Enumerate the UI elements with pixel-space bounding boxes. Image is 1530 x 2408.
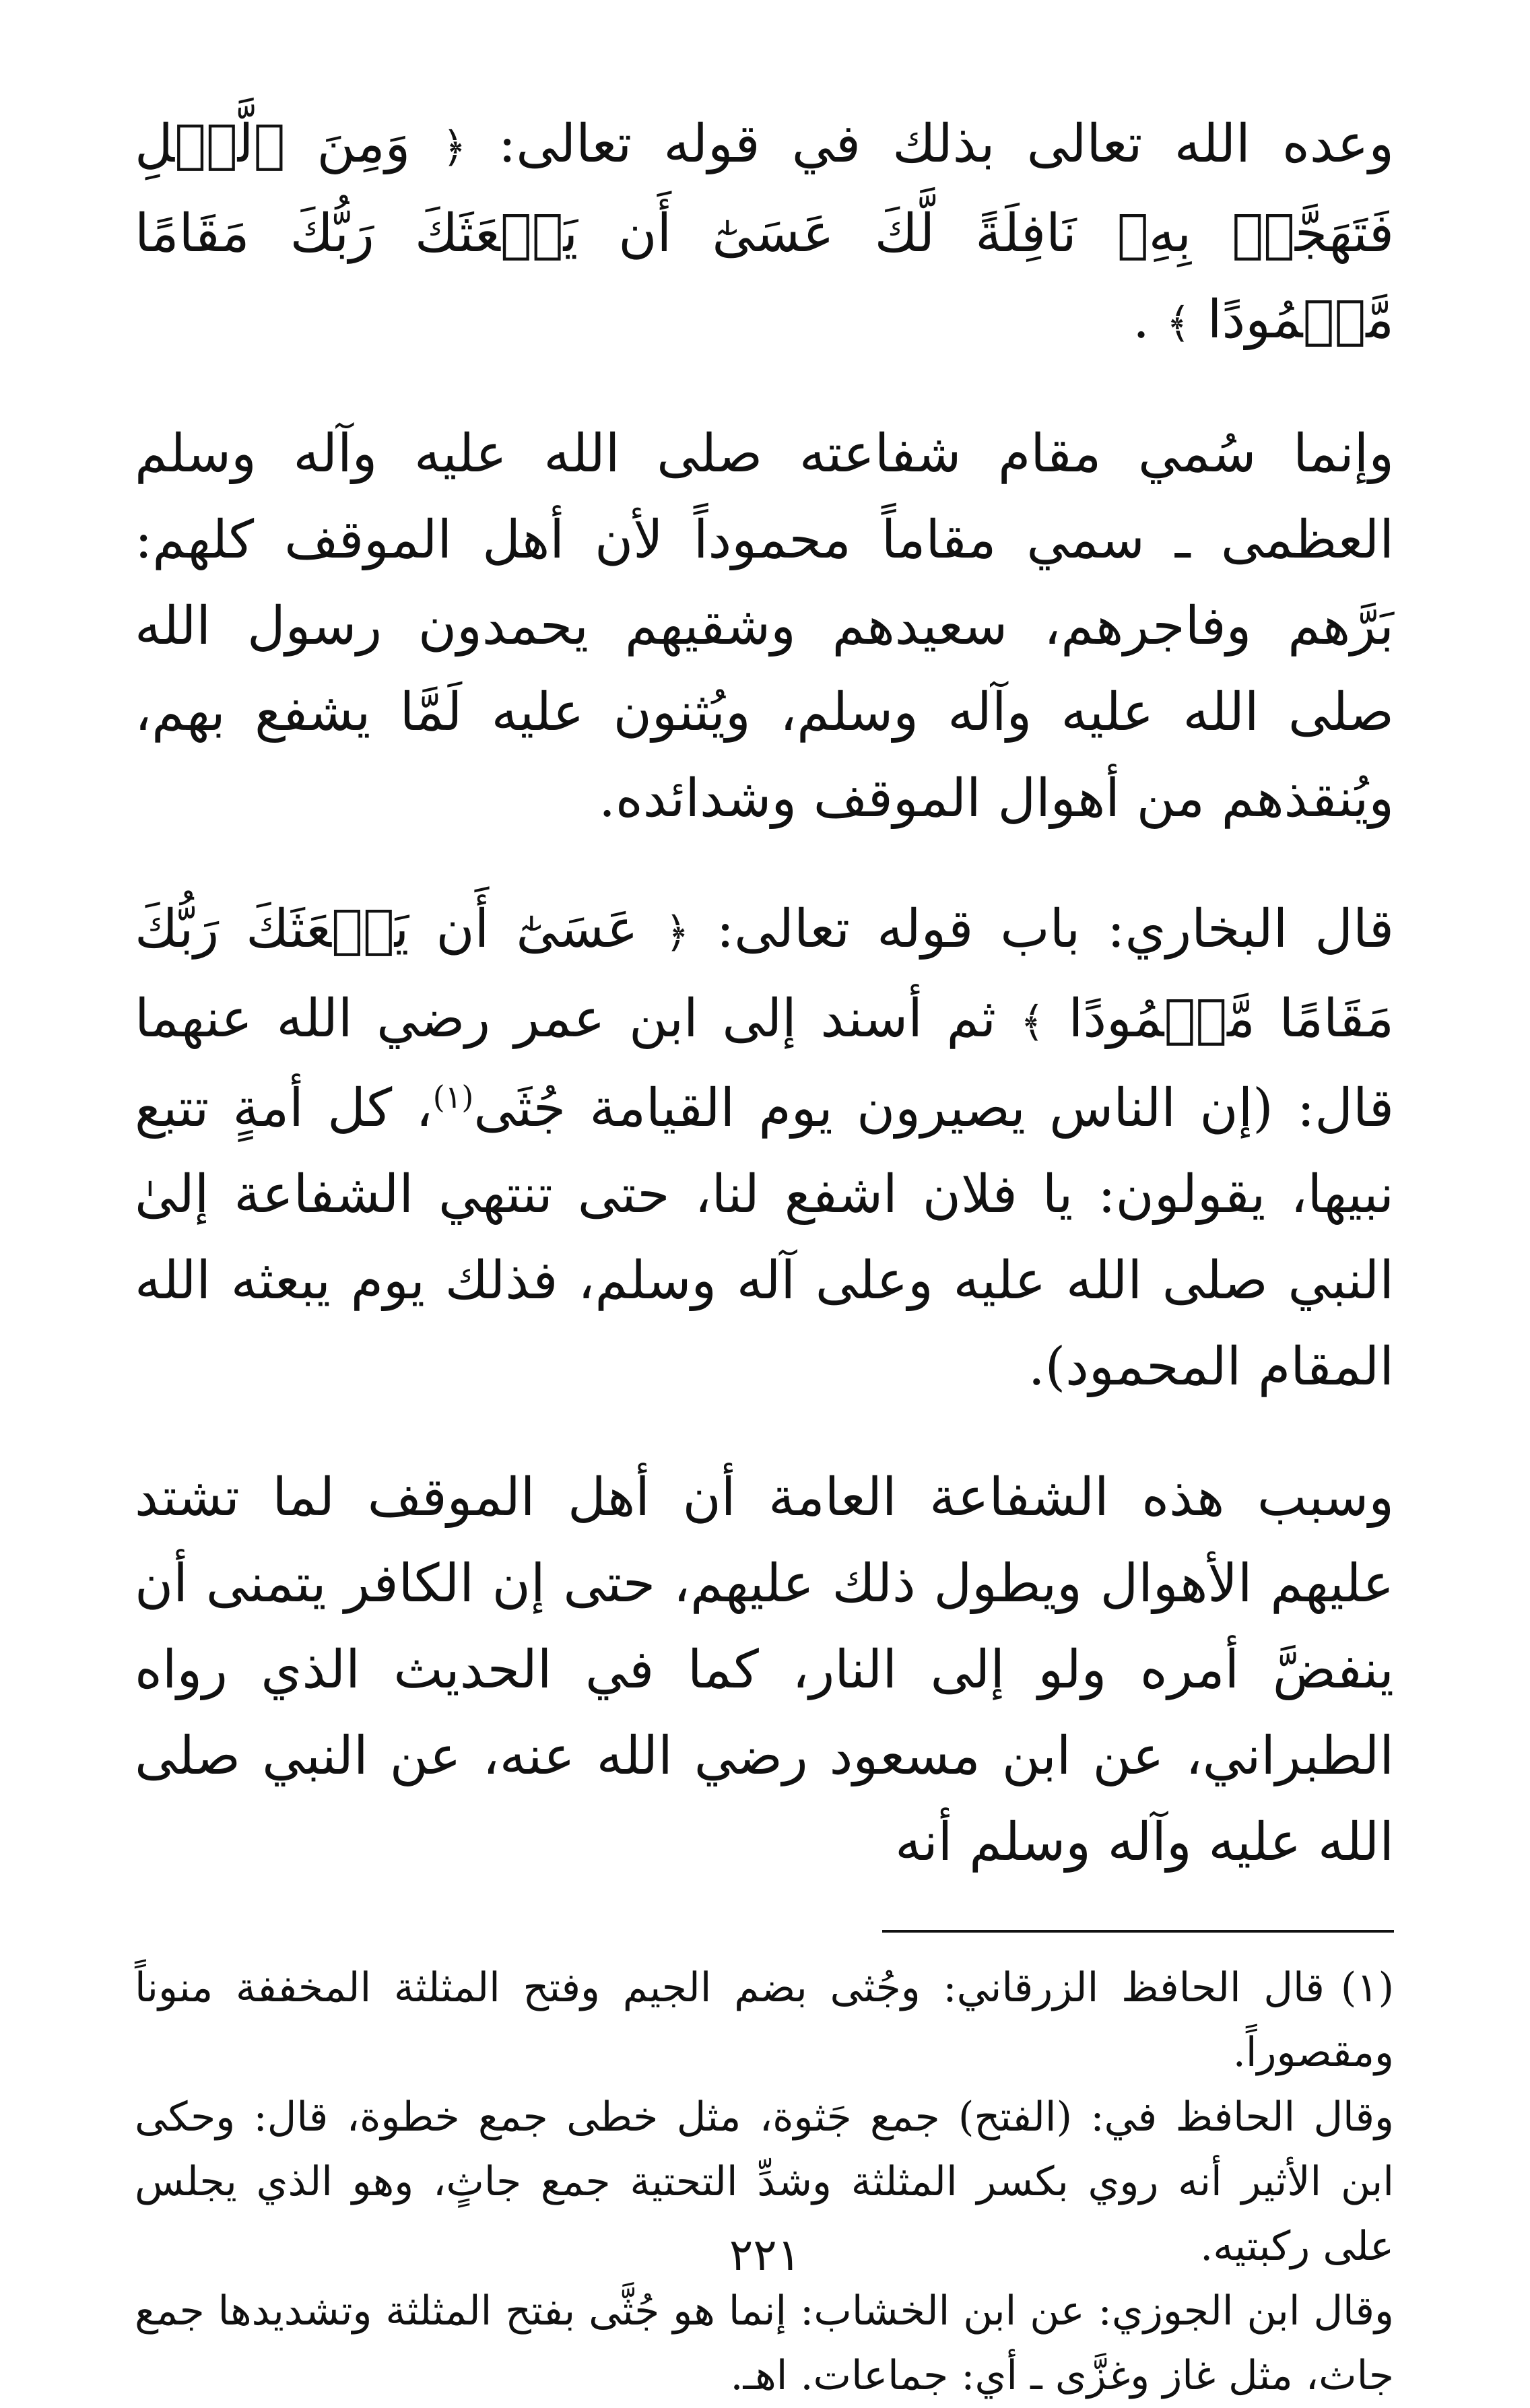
footnote-1-line-2: وقال الحافظ في: (الفتح) جمع جَثوة، مثل خطى جمع خطوة، قال: وحكى ابن الأثير أنه روي بكسر المثلثة وشدِّ التحتية جمع جاثٍ، وهو الذي يجلس على ركبتيه.	[135, 2094, 1394, 2270]
paragraph-3	[135, 886, 1394, 1410]
footnote-1-line-1	[135, 1955, 1394, 2085]
quran-open-brace: ﴿	[442, 123, 467, 172]
footnote-separator	[882, 1930, 1394, 1933]
quran-open-brace: ﴿	[665, 908, 690, 957]
paragraph-3-text: قال البخاري: باب قوله تعالى:	[689, 899, 1395, 960]
paragraph-1-end: .	[1133, 290, 1150, 350]
paragraph-2: وإنما سُمي مقام شفاعته صلى الله عليه وآله وسلم العظمى ـ سمي مقاماً محموداً لأن أهل الموقف كلهم: بَرَّهم وفاجرهم، سعيدهم وشقيهم يحمدون رسول الله صلى الله عليه وآله وسلم، ويُثنون عليه لَمَّا يشفع بهم، ويُنقذهم من أهوال الموقف وشدائده.	[135, 424, 1394, 829]
paragraph-4: وسبب هذه الشفاعة العامة أن أهل الموقف لما تشتد عليهم الأهوال ويطول ذلك عليهم، حتى إن الكافر يتمنى أن ينفضَّ أمره ولو إلى النار، كما في الحديث الذي رواه الطبراني، عن ابن مسعود رضي الله عنه، عن النبي صلى الله عليه وآله وسلم أنه	[135, 1467, 1395, 1873]
page-body	[135, 101, 1395, 2399]
quran-verse-1: وَمِنَ ٱلَّيۡلِ فَتَهَجَّدۡ بِهِۦ نَافِلَةً لَّكَ عَسَىٰٓ أَن يَبۡعَثَكَ رَبُّكَ مَقَامًا مَّحۡمُودًا	[135, 114, 1394, 350]
paragraph-3-rest: ، كل أمةٍ تتبع نبيها، يقولون: يا فلان اشفع لنا، حتى تنتهي الشفاعة إلىٰ النبي صلى الله عليه وعلى آله وسلم، فذلك يوم يبعثه الله المقام المحمود).	[135, 1078, 1394, 1397]
quran-close-brace: ﴾	[1020, 997, 1045, 1046]
footnote-1-line-3: وقال ابن الجوزي: عن ابن الخشاب: إنما هو جُثَّى بفتح المثلثة وتشديدها جمع جاث، مثل غاز وغزَّى ـ أي: جماعات. اهـ.	[135, 2287, 1394, 2399]
quran-verse-2: عَسَىٰٓ أَن يَبۡعَثَكَ رَبُّكَ مَقَامًا مَّحۡمُودًا	[135, 899, 1394, 1049]
page-number: ٢٢١	[729, 2229, 801, 2281]
quran-close-brace: ﴾	[1166, 298, 1191, 347]
paragraph-3-after-verse: ثم أسند إلى ابن عمر رضي الله عنهما قال: (إن الناس يصيرون يوم القيامة جُثَى	[135, 989, 1394, 1139]
footnote-1-text-1: قال الحافظ الزرقاني: وجُثى بضم الجيم وفتح المثلثة المخففة منوناً ومقصوراً.	[135, 1964, 1394, 2076]
footnote-reference: (١)	[432, 1079, 474, 1115]
footnotes	[135, 1955, 1394, 2408]
footnote-number: (١)	[1340, 1964, 1394, 2011]
paragraph-1	[135, 101, 1394, 366]
paragraph-1-text: وعده الله تعالى بذلك في قوله تعالى:	[466, 114, 1394, 174]
